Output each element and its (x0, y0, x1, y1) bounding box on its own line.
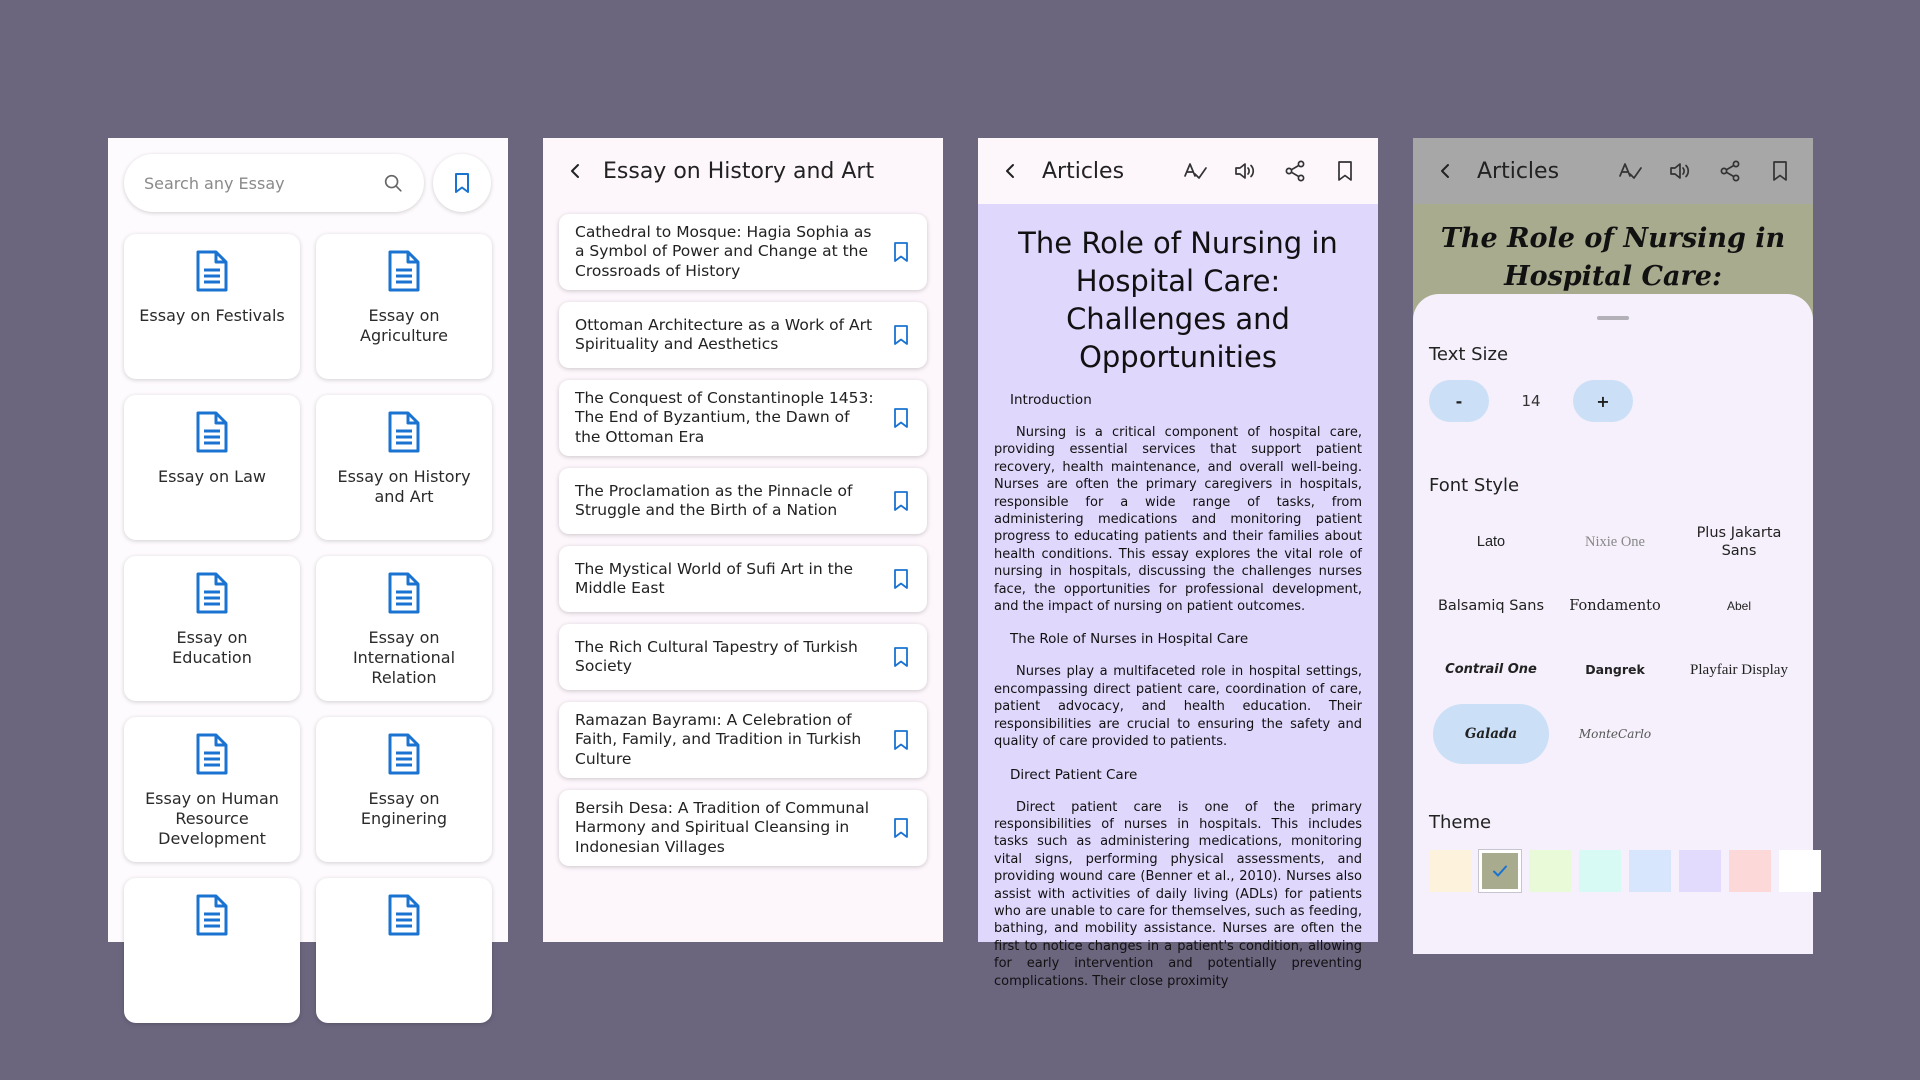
drag-handle[interactable] (1597, 316, 1629, 320)
category-label: Essay on International Relation (352, 628, 456, 687)
category-card[interactable] (316, 556, 492, 701)
essay-list (559, 214, 927, 878)
article-settings-screen (1413, 138, 1813, 942)
bookmark-icon[interactable] (891, 817, 911, 839)
share-icon (1718, 159, 1742, 183)
bookmark-icon[interactable] (891, 568, 911, 590)
bookmark-icon (451, 171, 473, 195)
category-card[interactable] (124, 556, 300, 701)
font-option[interactable]: Balsamiq Sans (1437, 598, 1545, 614)
top-app-bar (978, 138, 1378, 204)
theme-swatch[interactable] (1679, 850, 1721, 892)
theme-swatch[interactable] (1729, 850, 1771, 892)
check-icon (1491, 862, 1509, 880)
paragraph: Nurses play a multifaceted role in hospital settings, encompassing direct patient care, coordination of care, patient advocacy, and health education. Their responsibilities are crucial to ensuring the safety and quality of care provided to patients. (994, 664, 1362, 750)
text-size-value: 14 (1521, 392, 1541, 410)
document-icon (386, 572, 422, 614)
section-heading: Introduction (1010, 392, 1092, 408)
essay-list-screen (543, 138, 943, 942)
back-button[interactable] (1417, 143, 1473, 199)
increase-size-button[interactable]: + (1573, 380, 1633, 422)
category-card[interactable] (316, 234, 492, 379)
font-option[interactable]: Lato (1476, 534, 1506, 550)
speaker-icon (1233, 159, 1257, 183)
list-item[interactable] (559, 214, 927, 290)
category-card[interactable] (124, 395, 300, 540)
speaker-icon (1668, 159, 1692, 183)
category-label: Essay on Festivals (139, 306, 285, 325)
category-card[interactable] (124, 717, 300, 862)
back-button[interactable] (547, 143, 603, 199)
essay-title: Ramazan Bayramı: A Celebration of Faith, Family, and Tradition in Turkish Culture (575, 710, 862, 768)
category-grid (124, 234, 492, 1023)
list-item[interactable] (559, 624, 927, 690)
bookmark-icon[interactable] (891, 490, 911, 512)
theme-heading: Theme (1429, 812, 1492, 833)
document-icon (194, 894, 230, 936)
document-icon (194, 411, 230, 453)
category-label: Essay on Enginering (360, 789, 448, 828)
category-label: Essay on Agriculture (360, 306, 448, 345)
essay-title: The Proclamation as the Pinnacle of Struggle and the Birth of a Nation (575, 481, 853, 519)
category-card[interactable] (316, 395, 492, 540)
category-card[interactable] (124, 234, 300, 379)
paragraph: Direct patient care is one of the primary responsibilities of nurses in hospitals. This includes tasks such as administering medications, monitoring vital signs, performing physical assessments, and providing wound care (Benner et al., 2010). Nurses also assist with activities of daily living (ADLs) for patients who are unable to care for themselves, such as feeding, bathing, and mobility assistance. Nurses are often the first to notice changes in a patient's condition, allowing for early intervention and potentially preventing complications. Their close proximity (994, 799, 1362, 989)
share-button[interactable] (1705, 146, 1755, 196)
theme-swatch[interactable] (1579, 850, 1621, 892)
list-item[interactable] (559, 380, 927, 456)
document-icon (194, 733, 230, 775)
action-icons (1605, 146, 1805, 196)
section-heading: Direct Patient Care (1010, 766, 1138, 783)
category-label: Essay on Human Resource Development (145, 789, 279, 848)
article-reader-screen (978, 138, 1378, 989)
list-item[interactable] (559, 302, 927, 368)
document-icon (386, 250, 422, 292)
chevron-left-icon (566, 162, 584, 180)
paragraph: Nursing is a critical component of hospital care, providing essential services that support patient recovery, health maintenance, and overall well-being. Nurses are often the primary caregivers in hospitals, responsible for a wide range of tasks, from administering medications and monitoring patient progress to educating patients and their families about health conditions. This essay explores the vital role of nursing in hospitals, discussing the challenges nurses face, the opportunities for professional development, and the impact of nursing on patient outcomes. (994, 425, 1362, 615)
essay-title: Ottoman Architecture as a Work of Art Spirituality and Aesthetics (575, 315, 873, 353)
font-option[interactable]: Plus Jakarta Sans (1696, 525, 1782, 559)
category-label: Essay on Law (158, 467, 266, 486)
chevron-left-icon (1001, 162, 1019, 180)
category-card[interactable] (316, 878, 492, 1023)
bookmark-button[interactable] (1755, 146, 1805, 196)
font-option[interactable]: Nixie One (1585, 534, 1645, 550)
bookmark-icon[interactable] (891, 324, 911, 346)
text-size-stepper (1429, 380, 1639, 422)
text-format-icon (1183, 159, 1207, 183)
category-label: Essay on Education (172, 628, 252, 667)
article-title-preview: The Role of Nursing in Hospital Care: (1413, 204, 1813, 314)
listen-button[interactable] (1220, 146, 1270, 196)
list-item[interactable] (559, 790, 927, 866)
document-icon (194, 250, 230, 292)
article-title: The Role of Nursing in Hospital Care: Challenges and Opportunities (1018, 226, 1338, 374)
list-item[interactable] (559, 468, 927, 534)
bookmark-icon[interactable] (891, 729, 911, 751)
font-option[interactable]: Fondamento (1569, 598, 1661, 614)
document-icon (386, 733, 422, 775)
essay-title: The Conquest of Constantinople 1453: The End of Byzantium, the Dawn of the Ottoman Era (575, 388, 874, 446)
document-icon (386, 894, 422, 936)
share-button[interactable] (1270, 146, 1320, 196)
top-app-bar (1413, 138, 1813, 204)
theme-swatch[interactable] (1629, 850, 1671, 892)
essay-title: The Rich Cultural Tapestry of Turkish Society (575, 637, 858, 675)
font-option-selected[interactable]: Galada (1433, 704, 1549, 764)
text-format-button[interactable] (1170, 146, 1220, 196)
essay-title: The Mystical World of Sufi Art in the Middle East (575, 559, 854, 597)
document-icon (194, 572, 230, 614)
theme-swatches (1429, 850, 1797, 892)
font-option[interactable]: Playfair Display (1690, 662, 1788, 678)
bookmark-icon (1333, 159, 1357, 183)
text-size-heading: Text Size (1429, 344, 1509, 365)
essay-home-screen (108, 138, 508, 942)
font-option[interactable]: Dangrek (1585, 662, 1645, 677)
text-format-button[interactable] (1605, 146, 1655, 196)
bookmark-icon[interactable] (891, 241, 911, 263)
action-icons (1170, 146, 1370, 196)
category-card[interactable] (316, 717, 492, 862)
bookmark-icon (1768, 159, 1792, 183)
section-heading: The Role of Nurses in Hospital Care (1010, 631, 1249, 648)
font-option[interactable]: MonteCarlo (1578, 727, 1652, 741)
list-item[interactable] (559, 702, 927, 778)
theme-swatch[interactable] (1779, 850, 1821, 892)
reader-settings-sheet (1413, 294, 1813, 954)
bookmark-icon[interactable] (891, 646, 911, 668)
bookmarks-button[interactable] (433, 154, 491, 212)
page-title: Articles (1042, 158, 1125, 184)
theme-swatch[interactable] (1429, 850, 1471, 892)
listen-button[interactable] (1655, 146, 1705, 196)
back-button[interactable] (982, 143, 1038, 199)
search-bar[interactable] (124, 154, 424, 212)
bookmark-icon[interactable] (891, 407, 911, 429)
essay-title: Bersih Desa: A Tradition of Communal Harmony and Spiritual Cleansing in Indonesian Villages (575, 798, 870, 856)
decrease-size-button[interactable]: - (1429, 380, 1489, 422)
bookmark-button[interactable] (1320, 146, 1370, 196)
category-card[interactable] (124, 878, 300, 1023)
theme-swatch[interactable] (1529, 850, 1571, 892)
font-style-heading: Font Style (1429, 475, 1520, 496)
page-title: Essay on History and Art (603, 158, 875, 184)
text-format-icon (1618, 159, 1642, 183)
font-style-grid (1429, 512, 1801, 764)
document-icon (386, 411, 422, 453)
share-icon (1283, 159, 1307, 183)
article-body (994, 224, 1362, 1006)
font-option[interactable]: Abel (1726, 599, 1752, 613)
search-input[interactable] (144, 174, 382, 193)
chevron-left-icon (1436, 162, 1454, 180)
theme-swatch[interactable] (1479, 850, 1521, 892)
essay-title: Cathedral to Mosque: Hagia Sophia as a Symbol of Power and Change at the Crossroads of History (575, 222, 872, 280)
font-option[interactable]: Contrail One (1445, 662, 1537, 677)
search-icon[interactable] (382, 172, 404, 194)
page-title: Articles (1477, 158, 1560, 184)
top-app-bar (543, 138, 943, 204)
list-item[interactable] (559, 546, 927, 612)
category-label: Essay on History and Art (337, 467, 471, 506)
